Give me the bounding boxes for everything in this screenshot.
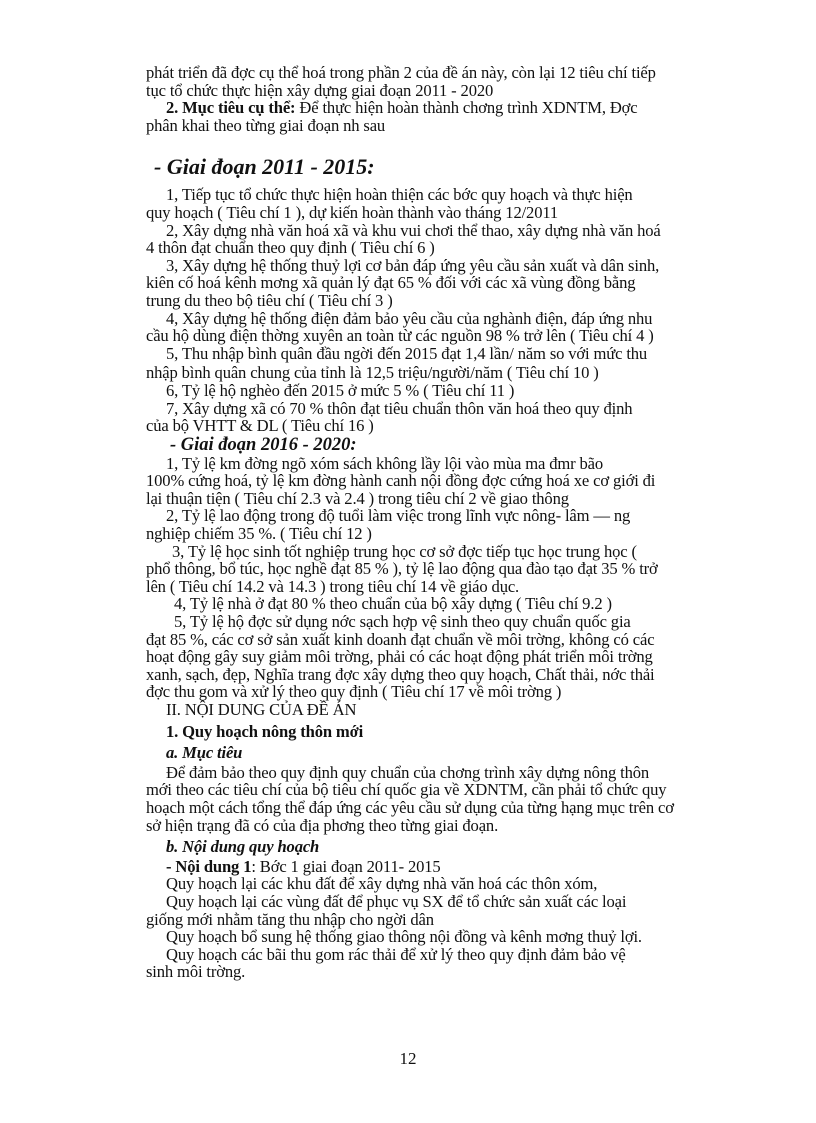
phase1-line: 6, Tỷ lệ hộ nghèo đến 2015 ở mức 5 % ( Tiêu chí 11 ) bbox=[166, 380, 515, 400]
intro-line-2: tục tổ chức thực hiện xây dựng giai đoạn 2011 - 2020 bbox=[146, 80, 494, 100]
phase1-line: của bộ VHTT & DL ( Tiêu chí 16 ) bbox=[146, 416, 374, 436]
specific-goal-label: 2. Mục tiêu cụ thể: bbox=[166, 98, 296, 118]
phase2-line: phổ thông, bổ túc, học nghề đạt 85 % ), tỷ lệ lao động qua đào tạo đạt 35 % trở bbox=[146, 559, 658, 579]
phase2-heading: - Giai đoạn 2016 - 2020: bbox=[170, 434, 357, 455]
goal-line: Để đảm bảo theo quy định quy chuẩn của chơng trình xây dựng nông thôn bbox=[166, 762, 650, 782]
phase1-line: quy hoạch ( Tiêu chí 1 ), dự kiến hoàn thành vào tháng 12/2011 bbox=[146, 202, 559, 222]
phase2-line: nghiệp chiếm 35 %. ( Tiêu chí 12 ) bbox=[146, 524, 372, 544]
phase2-line: 4, Tỷ lệ nhà ở đạt 80 % theo chuẩn của bộ xây dựng ( Tiêu chí 9.2 ) bbox=[174, 594, 612, 614]
goal-line: hoạch một cách tổng thể đáp ứng các yêu cầu sử dụng của từng hạng mục trên cơ bbox=[146, 797, 674, 817]
phase1-line: nhập bình quân chung của tỉnh là 12,5 triệu/người/năm ( Tiêu chí 10 ) bbox=[146, 363, 599, 383]
phase1-line: 5, Thu nhập bình quân đầu ngời đến 2015 đạt 1,4 lần/ năm so với mức thu bbox=[166, 343, 648, 363]
goal-line: mới theo các tiêu chí của bộ tiêu chí quốc gia về XDNTM, cần phải tổ chức quy bbox=[146, 780, 667, 800]
phase2-line: 2, Tỷ lệ lao động trong độ tuổi làm việc trong lĩnh vực nông- lâm — ng bbox=[166, 506, 631, 526]
content1-line bbox=[146, 858, 756, 876]
specific-goal-cont: phân khai theo từng giai đoạn nh sau bbox=[146, 115, 386, 135]
content-line: Quy hoạch các bãi thu gom rác thải để xử lý theo quy định đảm bảo vệ bbox=[166, 944, 626, 964]
phase1-line: cầu hộ dùng điện thờng xuyên an toàn từ các nguồn 98 % trở lên ( Tiêu chí 4 ) bbox=[146, 326, 654, 346]
section2-title: II. NỘI DUNG CỦA ĐỀ ÁN bbox=[166, 700, 357, 719]
phase2-line: 3, Tỷ lệ học sinh tốt nghiệp trung học cơ sở đợc tiếp tục học trung học ( bbox=[172, 541, 637, 561]
content-line: sinh môi trờng. bbox=[146, 962, 246, 982]
specific-goal-text: Để thực hiện hoàn thành chơng trình XDNTM, Đợc bbox=[295, 98, 638, 118]
content-line: Quy hoạch lại các vùng đất để phục vụ SX để tổ chức sản xuất các loại bbox=[166, 891, 627, 911]
phase1-line: 4 thôn đạt chuẩn theo quy định ( Tiêu chí 6 ) bbox=[146, 238, 435, 258]
section2-sub-a: a. Mục tiêu bbox=[166, 743, 243, 763]
phase2-line: lại thuận tiện ( Tiêu chí 2.3 và 2.4 ) trong tiêu chí 2 về giao thông bbox=[146, 488, 569, 508]
phase1-line: 3, Xây dựng hệ thống thuỷ lợi cơ bản đáp ứng yêu cầu sản xuất và dân sinh, bbox=[166, 255, 660, 275]
specific-goal-line bbox=[146, 99, 756, 117]
content-line: Quy hoạch bổ sung hệ thống giao thông nội đồng và kênh mơng thuỷ lợi. bbox=[166, 927, 642, 947]
phase1-line: 2, Xây dựng nhà văn hoá xã và khu vui chơi thể thao, xây dựng nhà văn hoá bbox=[166, 220, 661, 240]
content-line: Quy hoạch lại các khu đất để xây dựng nhà văn hoá các thôn xóm, bbox=[166, 874, 598, 894]
page-number: 12 bbox=[399, 1049, 417, 1068]
phase2-line: 100% cứng hoá, tỷ lệ km đờng hành canh nội đồng đợc cứng hoá xe cơ giới đi bbox=[146, 471, 656, 491]
phase1-line: 4, Xây dựng hệ thống điện đảm bảo yêu cầu của nghành điện, đáp ứng nhu bbox=[166, 308, 653, 328]
phase2-line: đạt 85 %, các cơ sở sản xuất kinh doanh đạt chuẩn về môi trờng, không có các bbox=[146, 629, 655, 649]
content-line: giống mới nhằm tăng thu nhập cho ngời dân bbox=[146, 909, 434, 929]
intro-line-1: phát triển đã đợc cụ thể hoá trong phần 2 của đề án này, còn lại 12 tiêu chí tiếp bbox=[146, 63, 656, 82]
phase2-line: lên ( Tiêu chí 14.2 và 14.3 ) trong tiêu chí 14 về giáo dục. bbox=[146, 576, 520, 596]
phase2-line: đợc thu gom và xử lý theo quy định ( Tiêu chí 17 về môi trờng ) bbox=[146, 682, 562, 702]
content1-label: - Nội dung 1 bbox=[166, 856, 252, 876]
goal-line: sở hiện trạng đã có của địa phơng theo từng giai đoạn. bbox=[146, 815, 499, 835]
phase2-line: 1, Tỷ lệ km đờng ngõ xóm sách không lầy lội vào mùa ma đmr bão bbox=[166, 453, 603, 473]
section2-sub-b: b. Nội dung quy hoạch bbox=[166, 837, 320, 857]
phase2-line: 5, Tỷ lệ hộ đợc sử dụng nớc sạch hợp vệ sinh theo quy chuẩn quốc gia bbox=[174, 612, 631, 632]
section2-sub1: 1. Quy hoạch nông thôn mới bbox=[166, 721, 364, 741]
phase2-line: hoạt động gây suy giảm môi trờng, phải có các hoạt động phát triển môi trờng bbox=[146, 647, 653, 667]
phase1-line: 1, Tiếp tục tổ chức thực hiện hoàn thiện các bớc quy hoạch và thực hiện bbox=[166, 185, 633, 205]
phase2-line: xanh, sạch, đẹp, Nghĩa trang đợc xây dựng theo quy hoạch, Chất thải, nớc thải bbox=[146, 664, 655, 684]
phase1-line: 7, Xây dựng xã có 70 % thôn đạt tiêu chuẩn thôn văn hoá theo quy định bbox=[166, 398, 633, 418]
content1-text: : Bớc 1 giai đoạn 2011- 2015 bbox=[251, 856, 441, 876]
phase1-line: kiên cố hoá kênh mơng xã quản lý đạt 65 % đối với các xã vùng đồng bằng bbox=[146, 273, 636, 293]
document-page bbox=[146, 64, 756, 981]
phase1-heading: - Giai đoạn 2011 - 2015: bbox=[154, 154, 375, 180]
phase1-line: trung du theo bộ tiêu chí ( Tiêu chí 3 ) bbox=[146, 290, 393, 310]
